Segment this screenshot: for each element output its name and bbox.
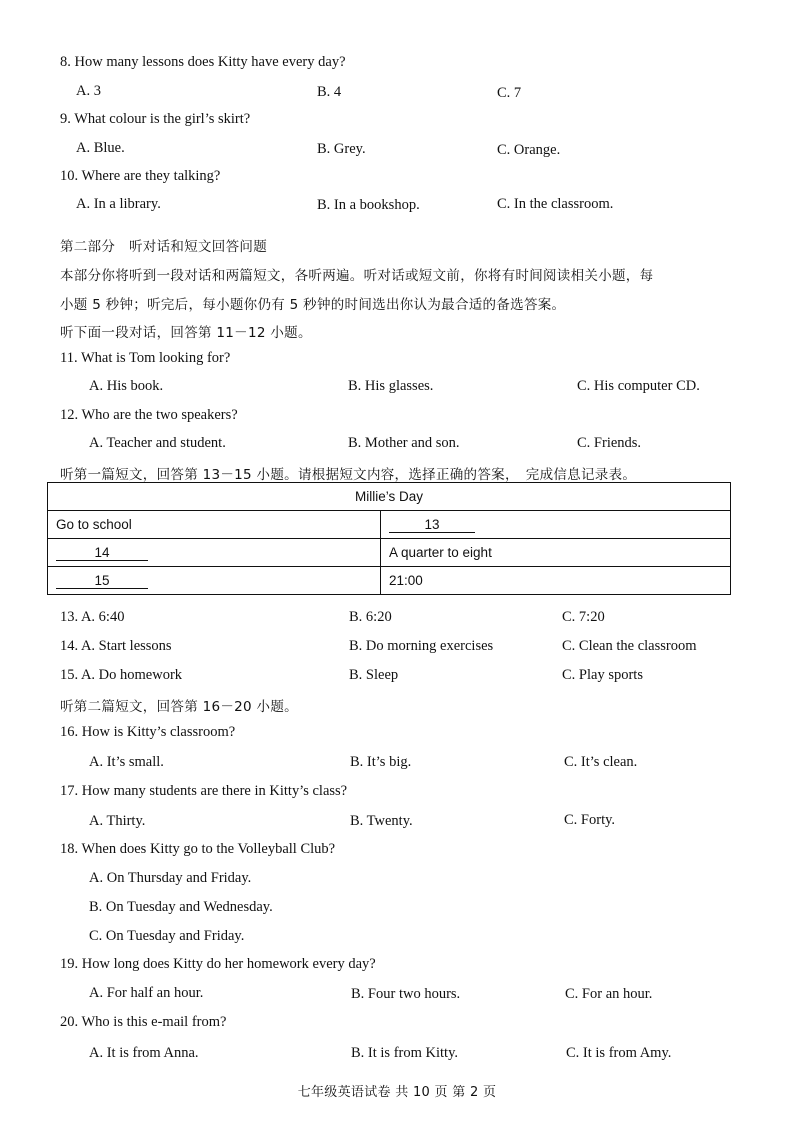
question-12-stem: 12. Who are the two speakers? bbox=[60, 407, 238, 423]
question-11-option-c: C. His computer CD. bbox=[577, 378, 700, 394]
question-19-option-c: C. For an hour. bbox=[565, 986, 653, 1002]
question-17-option-b: B. Twenty. bbox=[350, 813, 413, 829]
part2-instructions-line1: 本部分你将听到一段对话和两篇短文，各听两遍。听对话或短文前，你将有时间阅读相关小题，每 bbox=[60, 268, 654, 284]
blank-13: 13 bbox=[389, 517, 475, 533]
dialogue-intro: 听下面一段对话，回答第 11－12 小题。 bbox=[60, 325, 312, 341]
question-12-option-b: B. Mother and son. bbox=[348, 435, 460, 451]
question-9-option-a: A. Blue. bbox=[76, 140, 125, 156]
question-13-option-c: C. 7:20 bbox=[562, 609, 605, 625]
blank-15: 15 bbox=[56, 573, 148, 589]
question-11-stem: 11. What is Tom looking for? bbox=[60, 350, 231, 366]
question-8-option-b: B. 4 bbox=[317, 84, 342, 100]
question-18-option-c: C. On Tuesday and Friday. bbox=[89, 928, 245, 944]
table-row-3-right: 21:00 bbox=[381, 567, 731, 595]
question-15-option-a: 15. A. Do homework bbox=[60, 667, 183, 683]
question-18-option-b: B. On Tuesday and Wednesday. bbox=[89, 899, 273, 915]
page-footer: 七年级英语试卷 共 10 页 第 2 页 bbox=[297, 1085, 497, 1100]
question-13-option-b: B. 6:20 bbox=[349, 609, 392, 625]
question-15-option-c: C. Play sports bbox=[562, 667, 643, 683]
question-8-stem: 8. How many lessons does Kitty have every day? bbox=[60, 54, 346, 70]
table-row-2-right: A quarter to eight bbox=[381, 539, 731, 567]
question-16-option-a: A. It’s small. bbox=[89, 754, 164, 770]
question-11-option-a: A. His book. bbox=[89, 378, 164, 394]
question-8-option-c: C. 7 bbox=[497, 85, 522, 101]
question-20-option-b: B. It is from Kitty. bbox=[351, 1045, 459, 1061]
question-17-option-a: A. Thirty. bbox=[89, 813, 146, 829]
table-title: Millie’s Day bbox=[48, 483, 731, 511]
table-row-1-left: Go to school bbox=[48, 511, 381, 539]
question-17-stem: 17. How many students are there in Kitty’s class? bbox=[60, 783, 348, 799]
question-15-option-b: B. Sleep bbox=[349, 667, 399, 683]
question-19-stem: 19. How long does Kitty do her homework every day? bbox=[60, 956, 376, 972]
info-record-table bbox=[47, 482, 731, 595]
question-16-stem: 16. How is Kitty’s classroom? bbox=[60, 724, 236, 740]
question-10-option-b: B. In a bookshop. bbox=[317, 197, 420, 213]
question-14-option-b: B. Do morning exercises bbox=[349, 638, 494, 654]
question-16-option-b: B. It’s big. bbox=[350, 754, 412, 770]
question-12-option-a: A. Teacher and student. bbox=[89, 435, 226, 451]
part2-instructions-line2: 小题 5 秒钟；听完后，每小题你仍有 5 秒钟的时间选出你认为最合适的备选答案。 bbox=[60, 297, 566, 313]
passage1-intro: 听第一篇短文，回答第 13－15 小题。请根据短文内容，选择正确的答案， 完成信息记录表。 bbox=[60, 467, 637, 483]
question-13-option-a: 13. A. 6:40 bbox=[60, 609, 125, 625]
blank-14: 14 bbox=[56, 545, 148, 561]
question-8-option-a: A. 3 bbox=[76, 83, 101, 99]
question-12-option-c: C. Friends. bbox=[577, 435, 642, 451]
question-18-option-a: A. On Thursday and Friday. bbox=[89, 870, 252, 886]
table-row-1-right bbox=[381, 511, 731, 539]
question-18-stem: 18. When does Kitty go to the Volleyball Club? bbox=[60, 841, 336, 857]
question-19-option-a: A. For half an hour. bbox=[89, 985, 204, 1001]
question-10-option-a: A. In a library. bbox=[76, 196, 161, 212]
question-17-option-c: C. Forty. bbox=[564, 812, 616, 828]
question-9-option-b: B. Grey. bbox=[317, 141, 366, 157]
part2-heading: 第二部分 听对话和短文回答问题 bbox=[60, 239, 267, 255]
question-10-option-c: C. In the classroom. bbox=[497, 196, 614, 212]
table-row-3-left bbox=[48, 567, 381, 595]
question-9-option-c: C. Orange. bbox=[497, 142, 561, 158]
question-20-stem: 20. Who is this e-mail from? bbox=[60, 1014, 227, 1030]
question-11-option-b: B. His glasses. bbox=[348, 378, 434, 394]
question-10-stem: 10. Where are they talking? bbox=[60, 168, 221, 184]
question-14-option-a: 14. A. Start lessons bbox=[60, 638, 172, 654]
question-16-option-c: C. It’s clean. bbox=[564, 754, 638, 770]
question-20-option-c: C. It is from Amy. bbox=[566, 1045, 672, 1061]
question-19-option-b: B. Four two hours. bbox=[351, 986, 461, 1002]
question-9-stem: 9. What colour is the girl’s skirt? bbox=[60, 111, 251, 127]
question-20-option-a: A. It is from Anna. bbox=[89, 1045, 199, 1061]
question-14-option-c: C. Clean the classroom bbox=[562, 638, 697, 654]
passage2-intro: 听第二篇短文，回答第 16－20 小题。 bbox=[60, 699, 298, 715]
table-row-2-left bbox=[48, 539, 381, 567]
